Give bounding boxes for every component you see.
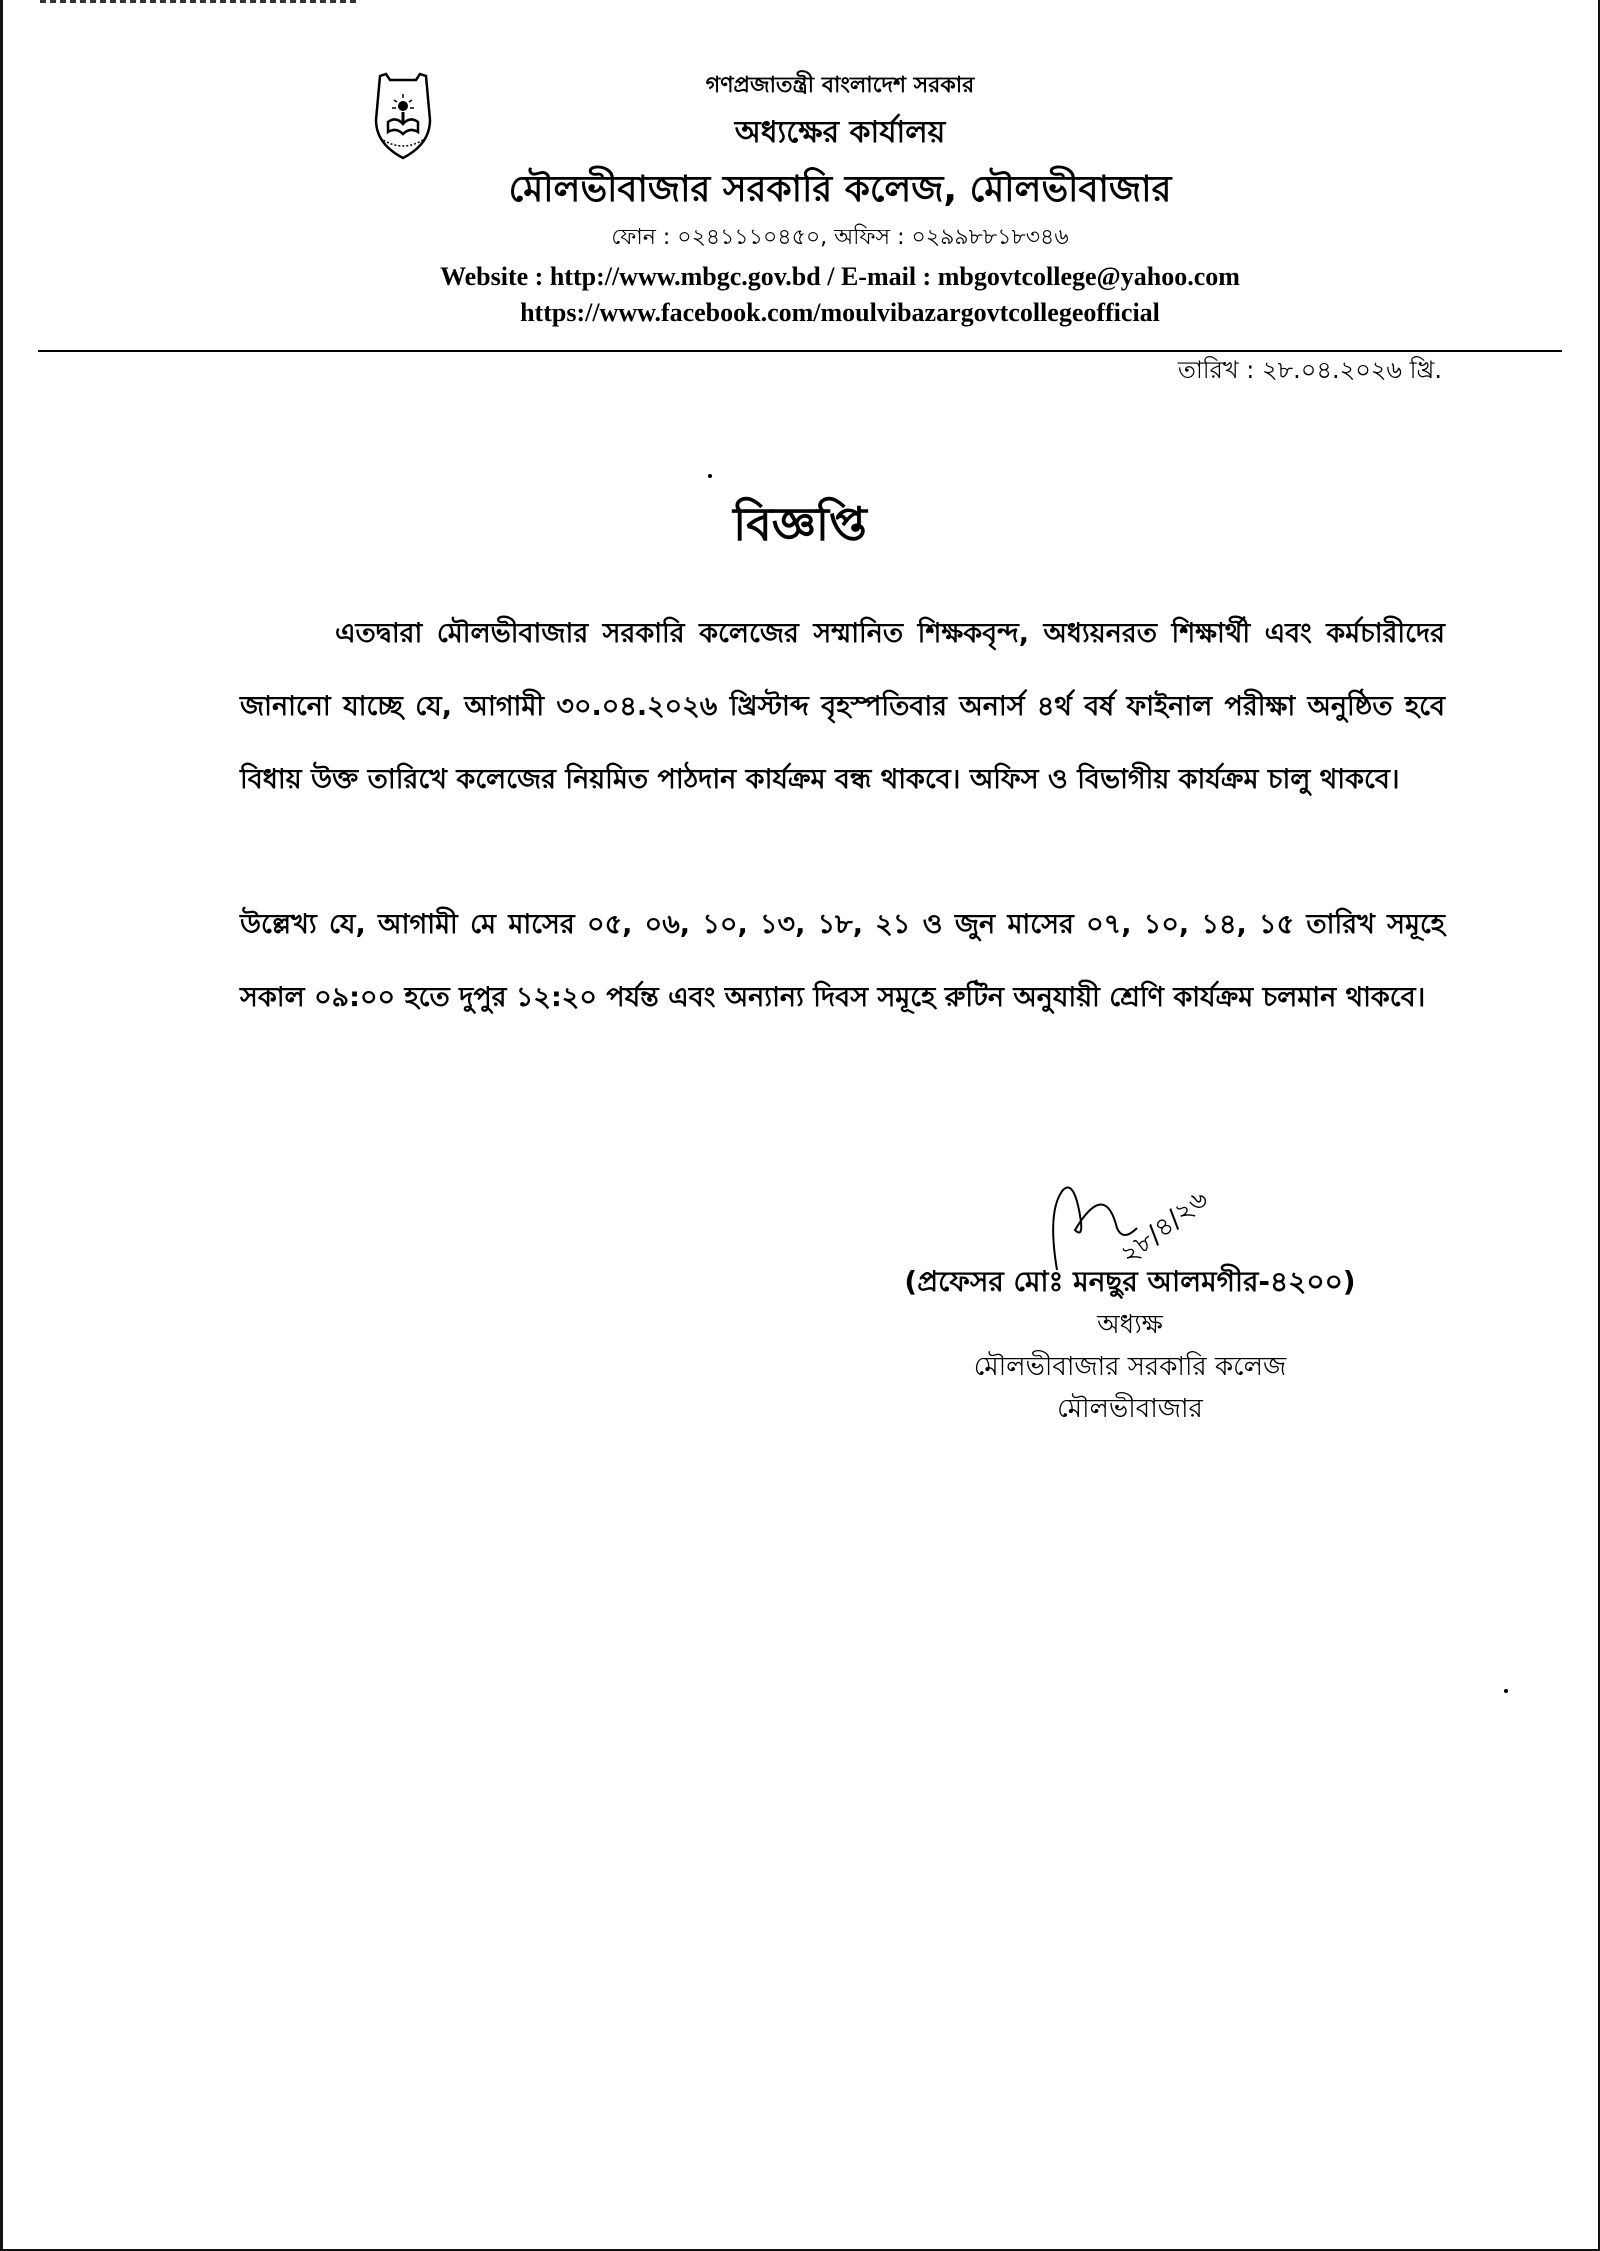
phone-line: ফোন : ০২৪১১১০৪৫০, অফিস : ০২৯৯৮৮১৮৩৪৬ <box>611 225 1069 250</box>
signatory-location: মৌলভীবাজার <box>1057 1394 1203 1424</box>
office-heading: অধ্যক্ষের কার্যালয় <box>734 115 946 150</box>
paragraph-2-text: উল্লেখ্য যে, আগামী মে মাসের ০৫, ০৬, ১০, ১৩, ১৮, ২১ ও জুন মাসের ০৭, ১০, ১৪, ১৫ তারিখ সমূহে সকাল ০৯:০০ হতে দুপুর ১২:২০ পর্যন্ত এবং অন্যান্য দিবস সমূহে রুটিন অনুযায়ী শ্রেণি কার্যক্রম চলমান থাকবে। <box>240 909 1445 1013</box>
scan-speck <box>1504 1689 1508 1693</box>
signature-date: ২৮/৪/২৬ <box>1114 1184 1214 1271</box>
notice-title: বিজ্ঞপ্তি <box>733 497 867 551</box>
signature-block <box>860 1260 1400 1430</box>
scan-border-left <box>0 0 3 2251</box>
website-email-line: Website : http://www.mbgc.gov.bd / E-mail : mbgovtcollege@yahoo.com <box>440 262 1240 291</box>
notice-paragraph-1 <box>240 597 1445 816</box>
paragraph-1-text: এতদ্বারা মৌলভীবাজার সরকারি কলেজের সম্মানিত শিক্ষকবৃন্দ, অধ্যয়নরত শিক্ষার্থী এবং কর্মচারীদের জানানো যাচ্ছে যে, আগামী ৩০.০৪.২০২৬ খ্রিস্টাব্দ বৃহস্পতিবার অনার্স ৪র্থ বর্ষ ফাইনাল পরীক্ষা অনুষ্ঠিত হবে বিধায় উক্ত তারিখে কলেজের নিয়মিত পাঠদান কার্যক্রম বন্ধ থাকবে। অফিস ও বিভাগীয় কার্যক্রম চালু থাকবে। <box>240 618 1445 795</box>
signatory-institution: মৌলভীবাজার সরকারি কলেজ <box>973 1352 1287 1382</box>
signatory-designation: অধ্যক্ষ <box>1097 1310 1163 1340</box>
signatory-name: (প্রফেসর মোঃ মনছুর আলমগীর-৪২০০) <box>904 1265 1356 1298</box>
notice-paragraph-2 <box>240 888 1445 1034</box>
facebook-line: https://www.facebook.com/moulvibazargovtcollegeofficial <box>520 298 1160 327</box>
notice-date: তারিখ : ২৮.০৪.২০২৬ খ্রি. <box>1177 356 1442 384</box>
scan-speck <box>708 474 712 478</box>
government-heading: গণপ্রজাতন্ত্রী বাংলাদেশ সরকার <box>705 73 975 98</box>
college-heading: মৌলভীবাজার সরকারি কলেজ, মৌলভীবাজার <box>508 169 1172 210</box>
scan-artifact-top <box>40 0 360 3</box>
